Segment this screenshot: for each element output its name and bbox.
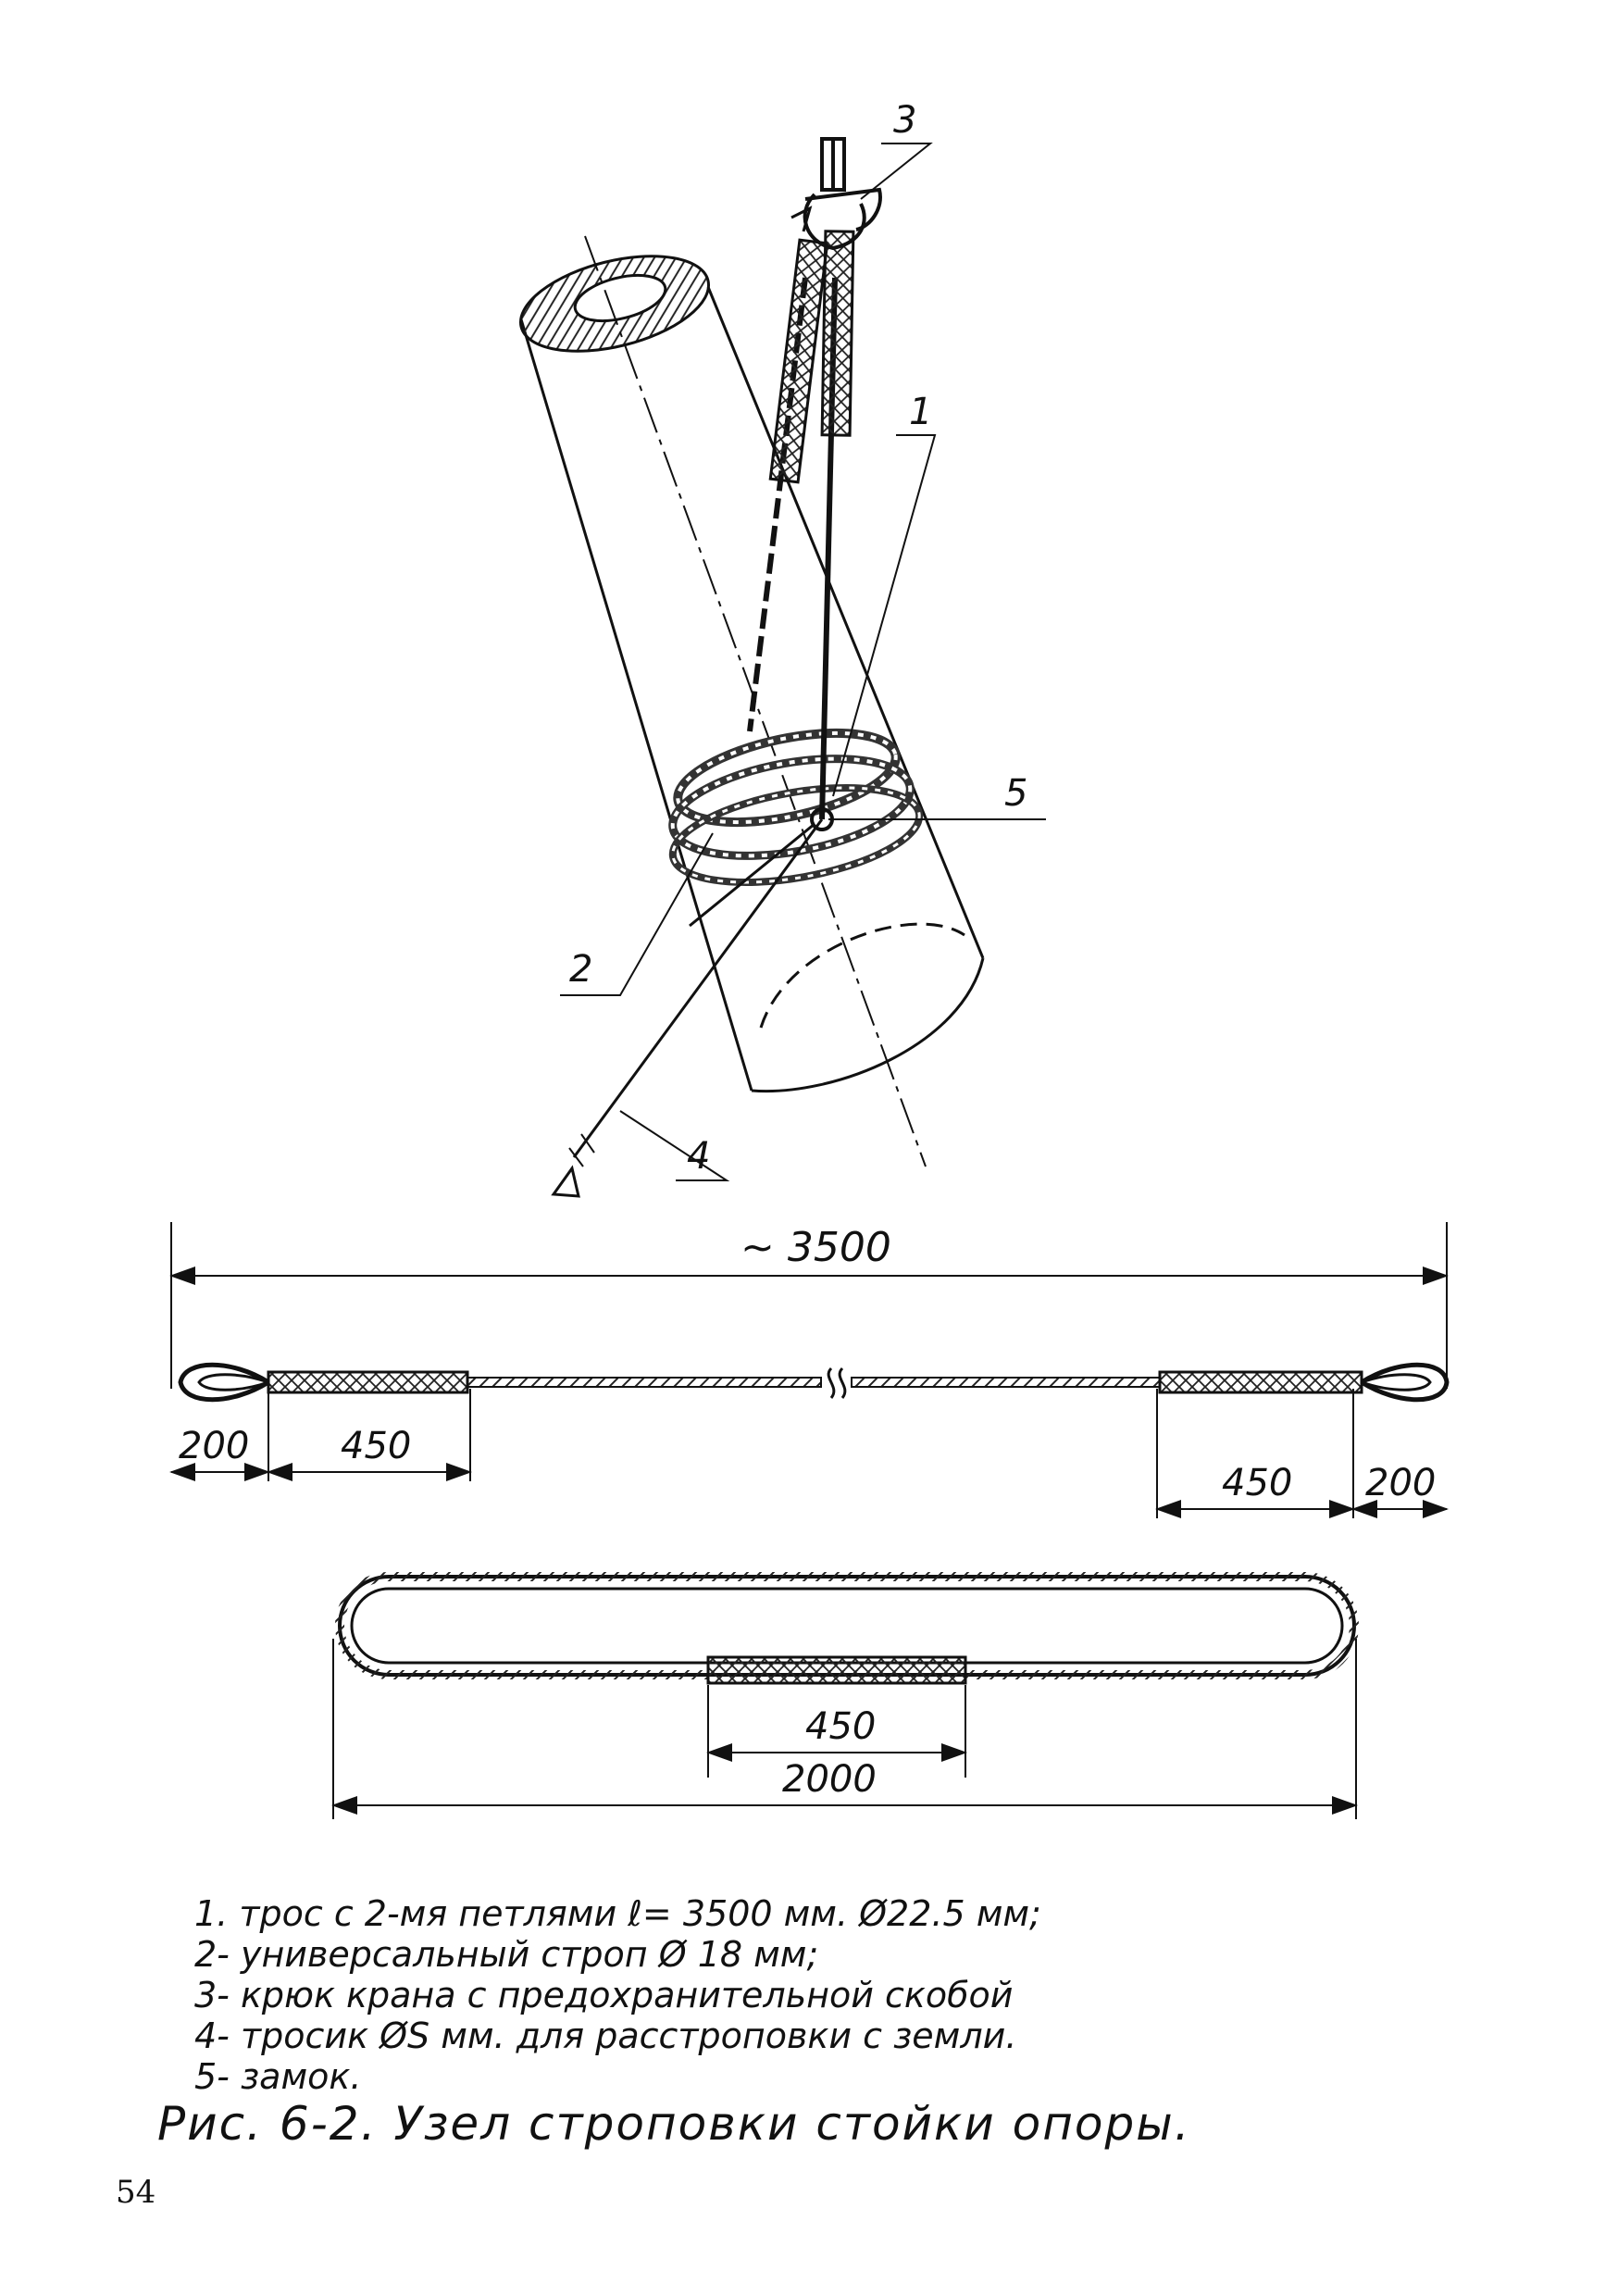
legend-item-1: 1. трос с 2-мя петлями ℓ= 3500 мм. Ø22.5 мм; [194,1893,1041,1934]
ring-braid [708,1657,965,1683]
braid-right [822,231,853,435]
braid-left [770,240,827,482]
dim-braid-right-label: 450 [1222,1462,1293,1504]
legend-item-4: 4- тросик ØS мм. для расстроповки с земли. [194,2015,1017,2056]
legend-item-5: 5- замок. [194,2056,362,2097]
loop-right [1362,1365,1447,1400]
figure-caption: Рис. 6-2. Узел строповки стойки опоры. [157,2097,1191,2151]
callout-3: 3 [893,99,917,142]
dim-braid-left-label: 450 [341,1425,412,1467]
break-mark [828,1368,845,1398]
pole-assembly [511,139,1046,1196]
rope [467,1378,821,1387]
legend-item-3: 3- крюк крана с предохранительной скобой [194,1975,1014,2015]
release-cord [574,819,822,1157]
braid-left-sling [268,1372,467,1392]
pole-bottom-hidden [761,924,965,1028]
pole-bottom-end [752,958,983,1092]
dim-loop-left-label: 200 [179,1425,250,1467]
callout-1: 1 [909,391,933,433]
legend [194,1893,1537,2097]
callout-2: 2 [569,948,593,991]
braid-right-sling [1160,1372,1362,1392]
callout-5: 5 [1004,772,1028,815]
dim-total-label: ~ 3500 [741,1224,891,1271]
loop-left [180,1365,268,1400]
leader-3 [861,144,930,199]
dim-ring-total-label: 2000 [782,1758,877,1801]
callout-4: 4 [687,1135,711,1178]
dim-ring-braid-label: 450 [805,1705,877,1748]
ground-anchor [554,1168,579,1196]
dim-loop-right-label: 200 [1365,1462,1437,1504]
legend-item-2: 2- универсальный строп Ø 18 мм; [194,1934,819,1975]
release-cord-tick [569,1134,594,1167]
leader-4 [620,1111,727,1180]
page-number: 54 [116,2174,156,2211]
